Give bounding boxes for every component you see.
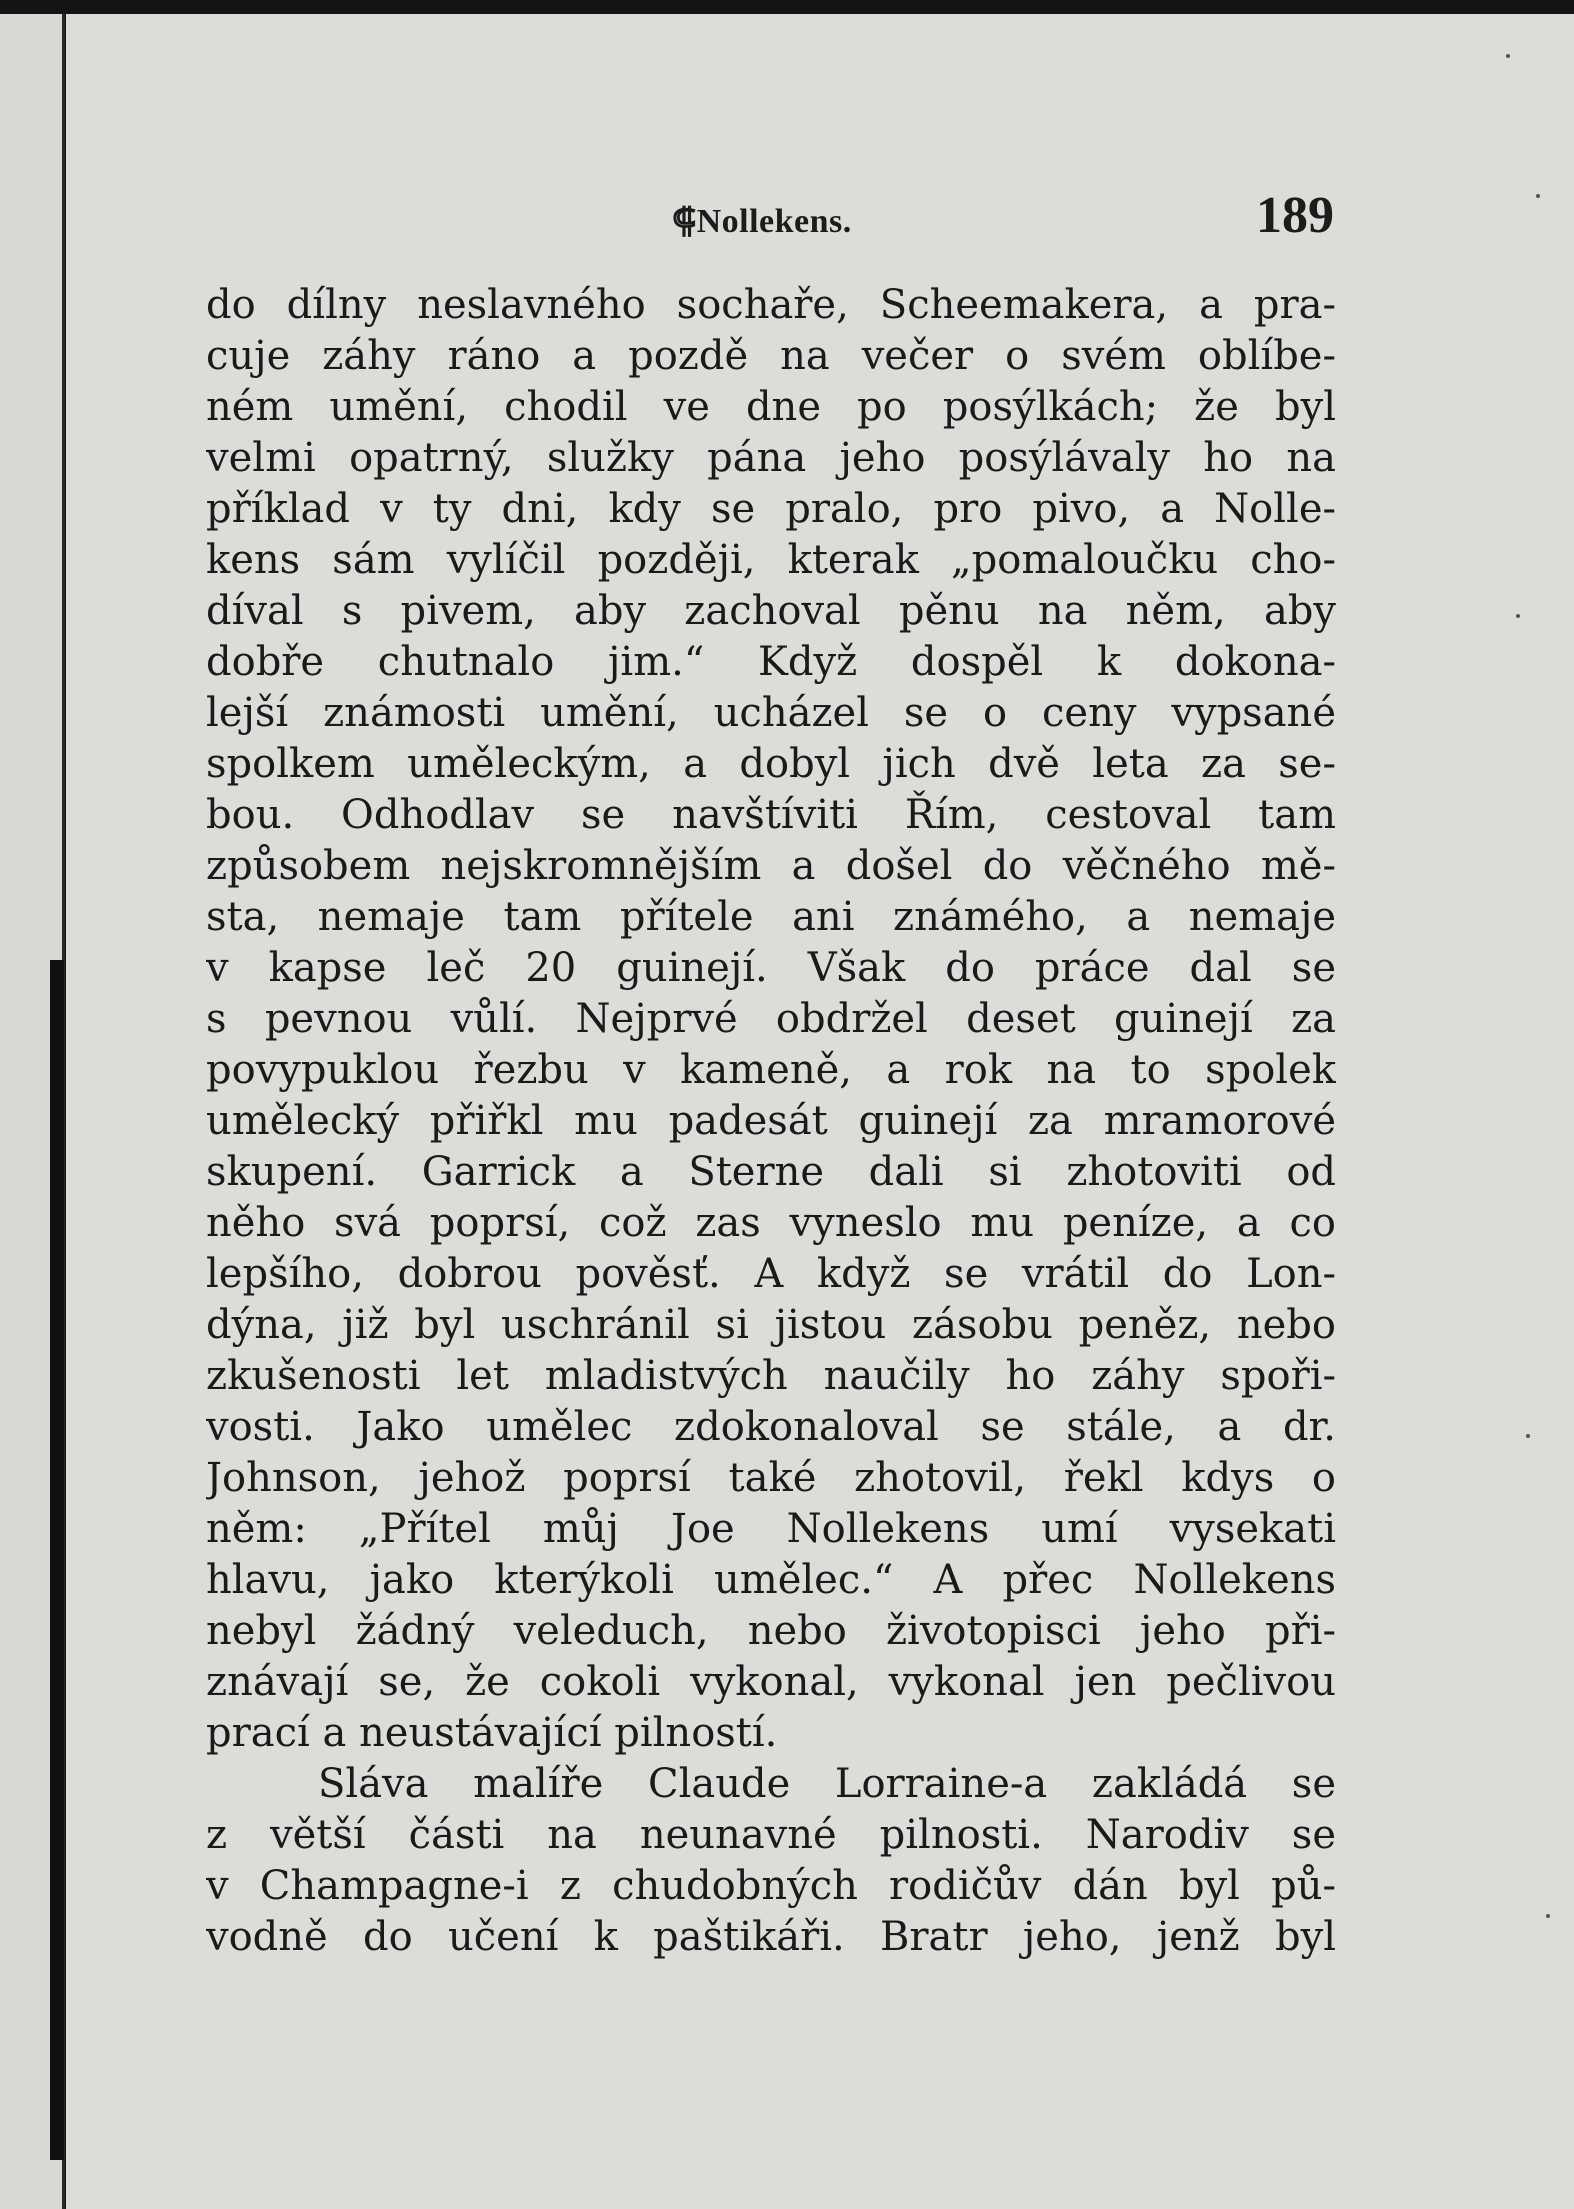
text-line: velmi opatrný, služky pána jeho posýlávaly ho na	[206, 435, 1336, 481]
text-line: do dílny neslavného sochaře, Scheemakera, a pra-	[206, 282, 1336, 328]
text-line: vodně do učení k paštikáři. Bratr jeho, jenž byl	[206, 1914, 1336, 1960]
book-spine-shadow	[50, 960, 64, 2160]
text-line: v kapse leč 20 guinejí. Však do práce dal se	[206, 945, 1336, 991]
text-line: umělecký přiřkl mu padesát guinejí za mramorové	[206, 1098, 1336, 1144]
text-line: dobře chutnalo jim.“ Když dospěl k dokona-	[206, 639, 1336, 685]
text-line: příklad v ty dni, kdy se pralo, pro pivo, a Nolle-	[206, 486, 1336, 532]
text-line: znávají se, že cokoli vykonal, vykonal jen pečlivou	[206, 1659, 1336, 1705]
text-line-paragraph-start: Sláva malíře Claude Lorraine-a zakládá se	[318, 1761, 1336, 1807]
text-line: ném umění, chodil ve dne po posýlkách; že byl	[206, 384, 1336, 430]
text-line: kens sám vylíčil později, kterak „pomaloučku cho-	[206, 537, 1336, 583]
text-line: z větší části na neunavné pilnosti. Narodiv se	[206, 1812, 1336, 1858]
scan-speck	[1516, 614, 1520, 618]
text-line: hlavu, jako kterýkoli umělec.“ A přec Nollekens	[206, 1557, 1336, 1603]
scan-speck	[1506, 54, 1510, 58]
scan-speck	[1546, 1914, 1550, 1918]
text-line: díval s pivem, aby zachoval pěnu na něm, aby	[206, 588, 1336, 634]
text-line: spolkem uměleckým, a dobyl jich dvě leta za se-	[206, 741, 1336, 787]
text-line: povypuklou řezbu v kameně, a rok na to spolek	[206, 1047, 1336, 1093]
text-line: Johnson, jehož poprsí také zhotovil, řekl kdys o	[206, 1455, 1336, 1501]
text-line: lejší známosti umění, ucházel se o ceny vypsané	[206, 690, 1336, 736]
text-line: zkušenosti let mladistvých naučily ho záhy spoři-	[206, 1353, 1336, 1399]
page-number: 189	[1256, 187, 1334, 244]
running-head: ⸿Nollekens.	[672, 203, 852, 240]
text-line: lepšího, dobrou pověsť. A když se vrátil do Lon-	[206, 1251, 1336, 1297]
scan-speck	[1536, 194, 1540, 198]
text-line: s pevnou vůlí. Nejprvé obdržel deset guinejí za	[206, 996, 1336, 1042]
text-line: bou. Odhodlav se navštíviti Řím, cestoval tam	[206, 792, 1336, 838]
text-line: vosti. Jako umělec zdokonaloval se stále, a dr.	[206, 1404, 1336, 1450]
text-line: způsobem nejskromnějším a došel do věčného mě-	[206, 843, 1336, 889]
text-line: cuje záhy ráno a pozdě na večer o svém oblíbe-	[206, 333, 1336, 379]
text-line: nebyl žádný veleduch, nebo životopisci jeho při-	[206, 1608, 1336, 1654]
text-line-paragraph-end: prací a neustávající pilností.	[206, 1710, 778, 1756]
text-line: v Champagne-i z chudobných rodičův dán byl pů-	[206, 1863, 1336, 1909]
scan-speck	[1526, 1434, 1530, 1438]
text-line: skupení. Garrick a Sterne dali si zhotoviti od	[206, 1149, 1336, 1195]
text-line: dýna, již byl uschránil si jistou zásobu peněz, nebo	[206, 1302, 1336, 1348]
body-text	[206, 280, 1336, 1963]
text-line: sta, nemaje tam přítele ani známého, a nemaje	[206, 894, 1336, 940]
text-line: něho svá poprsí, což zas vyneslo mu peníze, a co	[206, 1200, 1336, 1246]
text-line: něm: „Přítel můj Joe Nollekens umí vysekati	[206, 1506, 1336, 1552]
